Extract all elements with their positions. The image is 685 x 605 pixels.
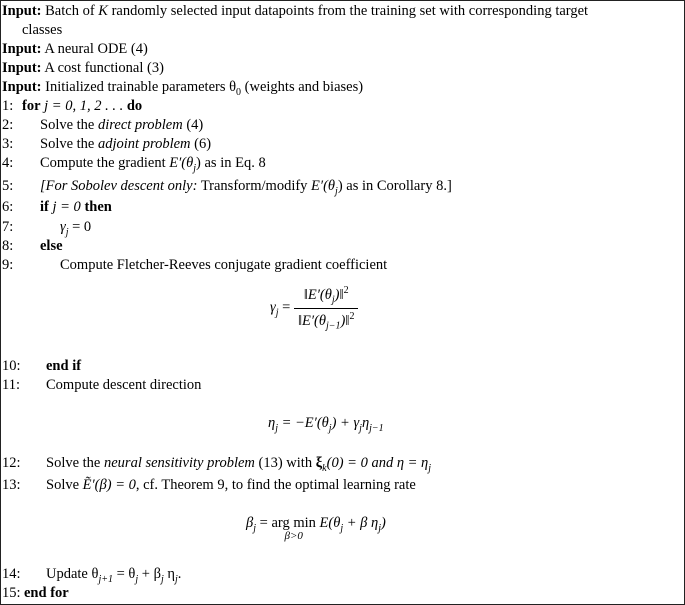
step-optimal-learning-rate: Solve Ẽ′(β) = 0, cf. Theorem 9, to find the optimal learning rate — [46, 477, 416, 493]
step-update-parameters: Update $\theta_{j+1} = \theta_j + \beta_j$ $\eta_j$. — [46, 566, 182, 585]
input-batch-continuation: classes — [22, 22, 63, 38]
line-number: 8: — [2, 238, 14, 254]
equation-beta: $\beta_j$ = arg min β>0 $E(\theta_j + \beta$ $\eta_j$) — [246, 515, 386, 542]
line-number: 11: — [2, 377, 20, 393]
argmin-operator: arg min β>0 — [271, 515, 316, 542]
step-gamma-zero: $\gamma_j = 0$ — [60, 219, 92, 238]
step-for-loop: for j = 0, 1, 2 . . . do — [22, 98, 143, 114]
step-else: else — [40, 238, 63, 254]
gamma-fraction: $\frac{‖E'(\theta_j)‖^2}{‖E'(\theta_{j-1})‖^2}$ — [294, 285, 359, 331]
line-number: 15: — [2, 585, 21, 601]
step-direct-problem: Solve the direct problem (4) — [40, 117, 204, 133]
step-fletcher-reeves: Compute Fletcher-Reeves conjugate gradient coefficient — [60, 257, 388, 273]
equation-gamma: $\gamma_j$ = $\frac{‖E'(\theta_j)‖^2}{‖E'(\theta_{j-1})‖^2}$ — [270, 285, 358, 331]
step-compute-gradient: Compute the gradient $E'(\theta_j)$ as in Eq. 8 — [40, 155, 266, 174]
line-number: 5: — [2, 178, 14, 194]
line-number: 13: — [2, 477, 21, 493]
step-end-if: end if — [46, 358, 82, 374]
equation-eta: $\eta_j = -E'(\theta_j) + \gamma_j\eta_{j-1}$ — [268, 415, 384, 434]
input-cost-functional: Input: A cost functional (3) — [2, 60, 164, 76]
input-label: Input: — [2, 3, 42, 19]
step-neural-sensitivity: Solve the neural sensitivity problem (13) with $\xi_k(0) = 0$ and $\eta = \eta_j$ — [46, 455, 432, 474]
step-sobolev-descent: [For Sobolev descent only: Transform/modify $E'(\theta_j)$ as in Corollary 8.] — [40, 178, 452, 197]
step-adjoint-problem: Solve the adjoint problem (6) — [40, 136, 212, 152]
input-parameters: Input: Initialized trainable parameters $\theta_0$ (weights and biases) — [2, 79, 364, 98]
input-batch: Input: Batch of K randomly selected input datapoints from the training set with corresponding target — [2, 3, 589, 19]
line-number: 12: — [2, 455, 21, 471]
line-number: 4: — [2, 155, 14, 171]
line-number: 6: — [2, 199, 14, 215]
line-number: 3: — [2, 136, 14, 152]
line-number: 2: — [2, 117, 14, 133]
line-number: 9: — [2, 257, 14, 273]
step-if: if j = 0 then — [40, 199, 112, 215]
input-neural-ode: Input: A neural ODE (4) — [2, 41, 148, 57]
line-number: 7: — [2, 219, 14, 235]
step-end-for: end for — [24, 585, 69, 601]
line-number: 1: — [2, 98, 14, 114]
step-descent-direction: Compute descent direction — [46, 377, 202, 393]
line-number: 14: — [2, 566, 21, 582]
line-number: 10: — [2, 358, 21, 374]
